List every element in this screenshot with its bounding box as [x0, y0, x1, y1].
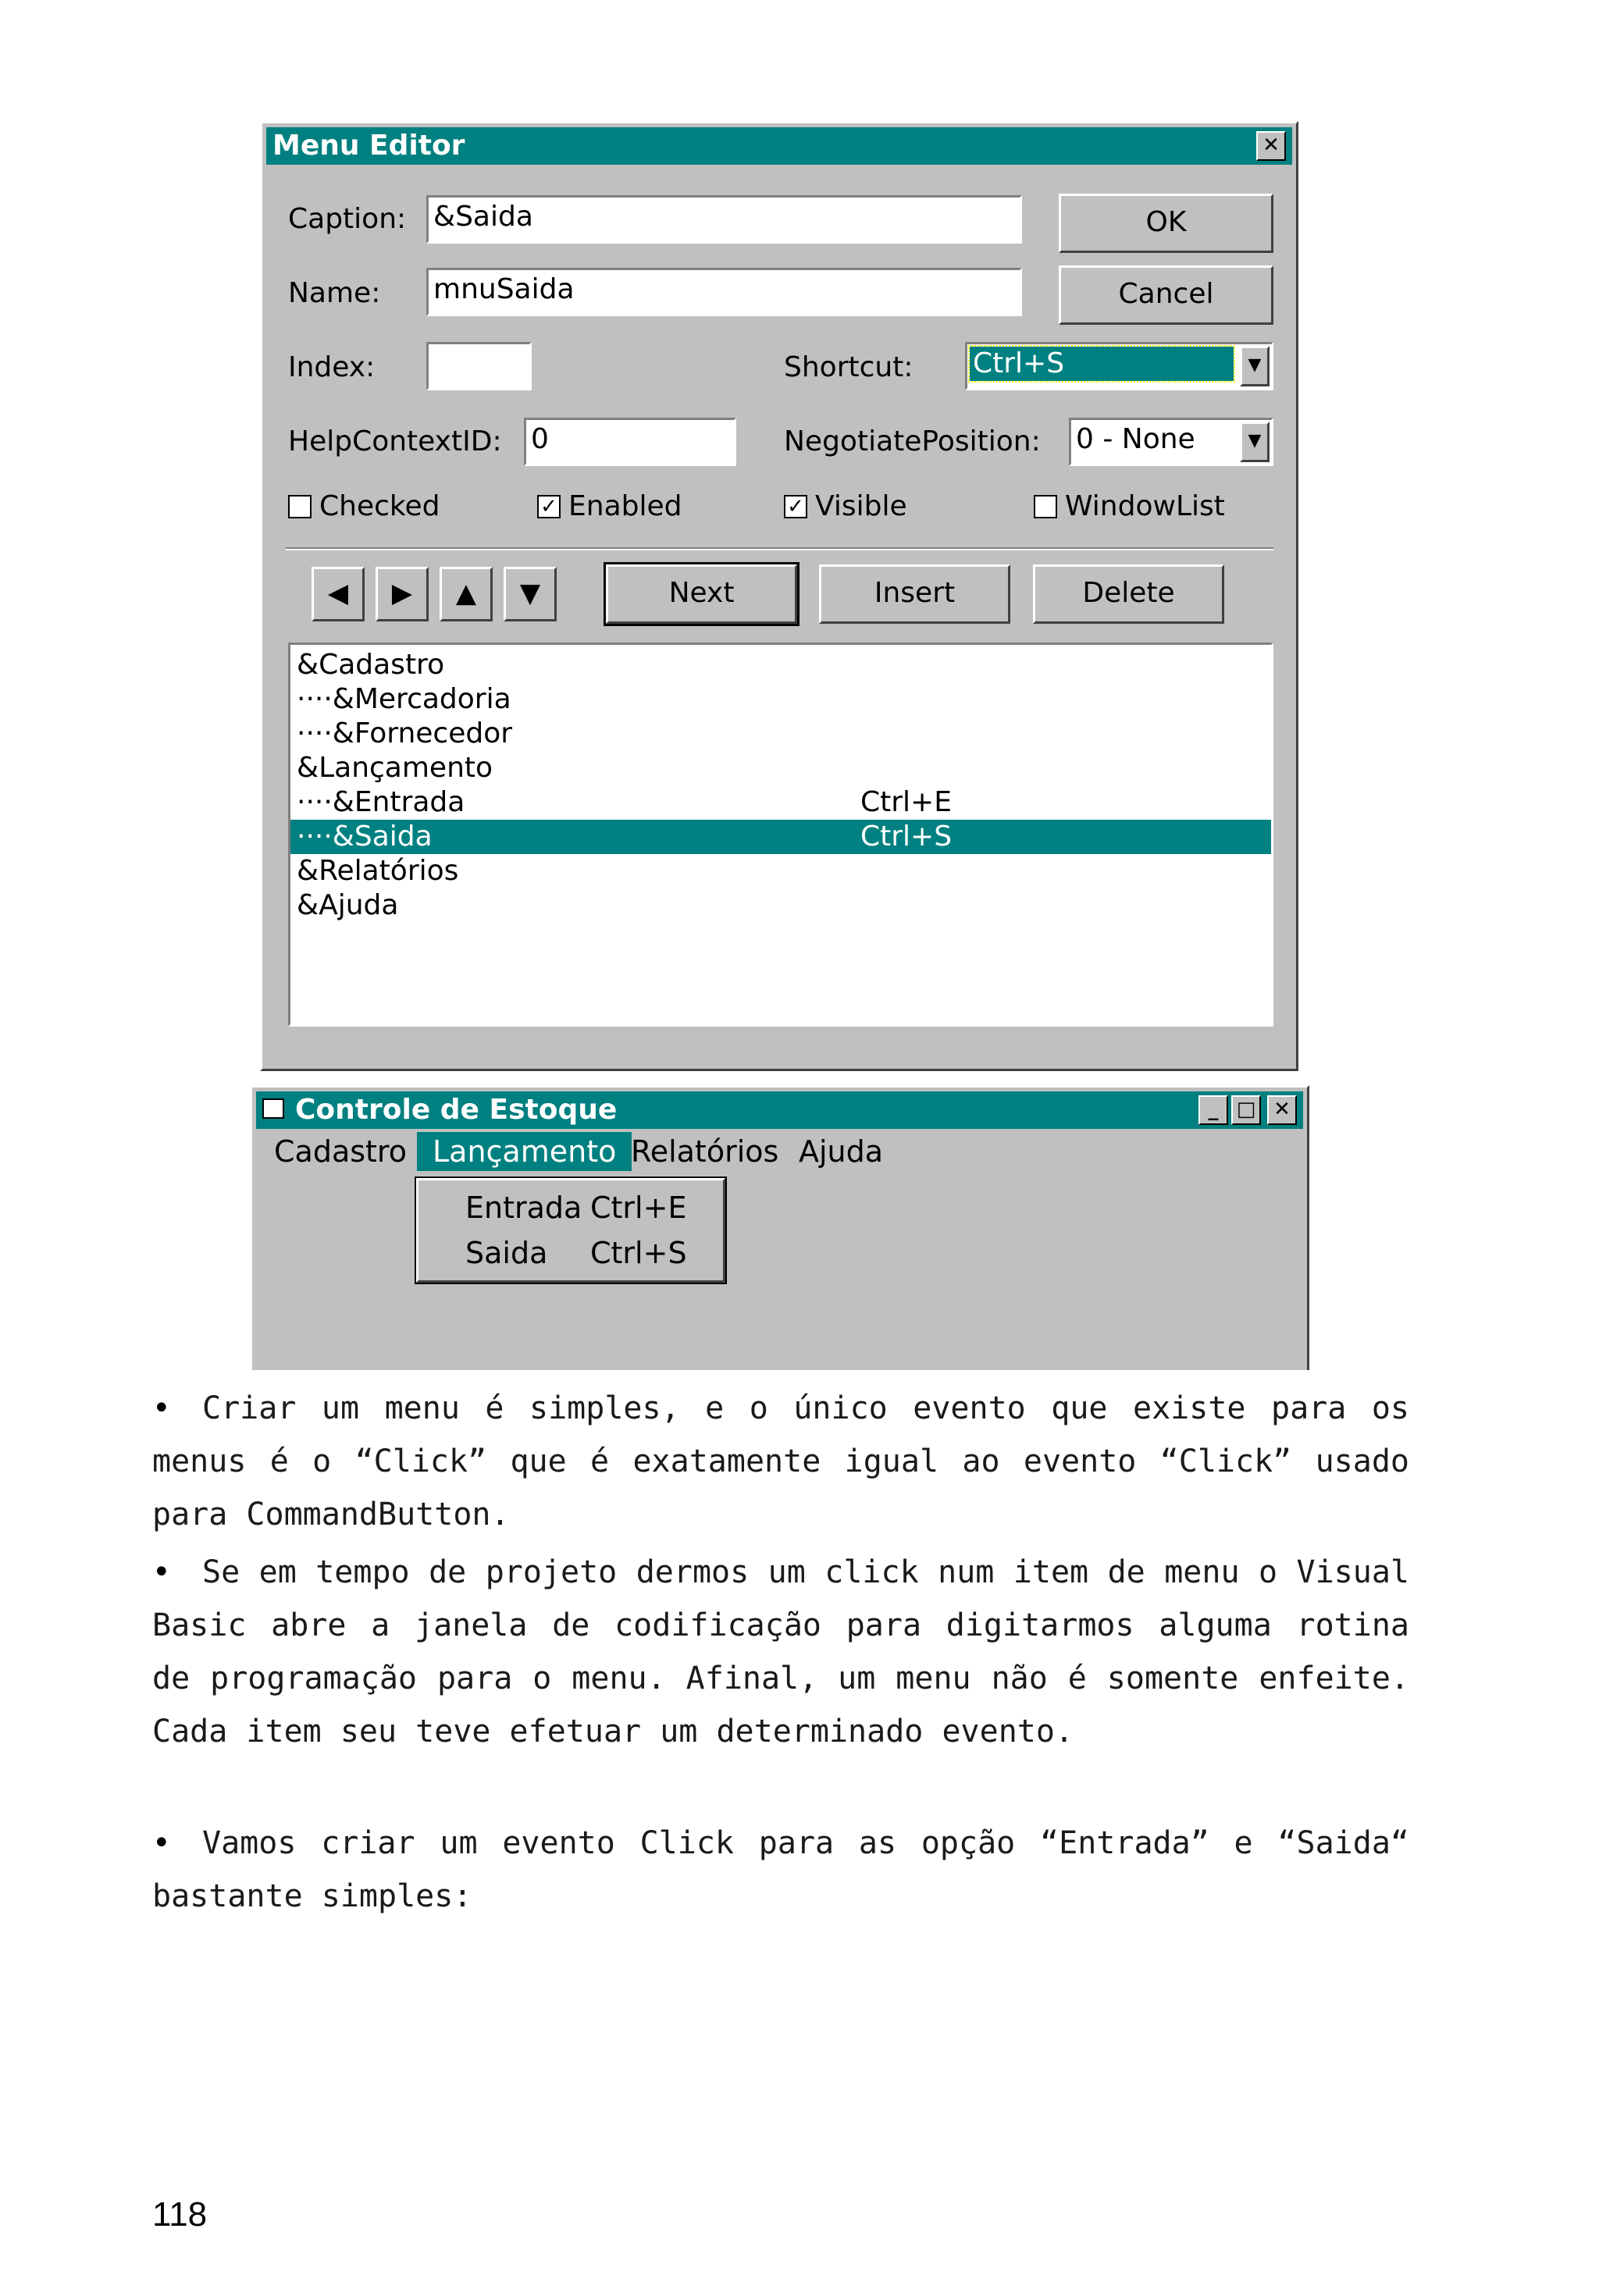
- close-icon[interactable]: ✕: [1256, 131, 1286, 161]
- minimize-icon[interactable]: _: [1198, 1095, 1228, 1125]
- menu-list-row[interactable]: [290, 854, 1271, 888]
- menu-relatorios[interactable]: Relatórios: [631, 1134, 779, 1169]
- chevron-down-icon[interactable]: ▼: [1240, 346, 1270, 386]
- menu-list-shortcut: Ctrl+E: [860, 786, 952, 818]
- index-label: Index:: [288, 351, 376, 383]
- dropdown-item-label: Entrada: [465, 1191, 582, 1225]
- next-button-label: Next: [668, 577, 735, 609]
- menu-listbox[interactable]: [288, 643, 1273, 1027]
- menu-list-row[interactable]: [290, 682, 1271, 717]
- negotiate-select[interactable]: [1069, 418, 1273, 466]
- app-titlebar: [256, 1091, 1303, 1129]
- next-button[interactable]: [606, 564, 797, 624]
- arrow-up-button[interactable]: [440, 567, 493, 621]
- name-input[interactable]: mnuSaida: [426, 268, 1022, 316]
- bullet-2: •: [152, 1554, 171, 1590]
- menu-list-caption: &Cadastro: [297, 649, 445, 681]
- menubar: [256, 1130, 1303, 1173]
- menu-list-row[interactable]: [290, 888, 1271, 923]
- paragraph-2: Se em tempo de projeto dermos um click num item de menu o Visual Basic abre a janela de codificação para digitarmos alguma rotina de programação para o menu. Afinal, um menu não é somente enfeite. Cada item seu teve efetuar um determinado evento.: [152, 1554, 1409, 1750]
- cancel-button[interactable]: [1059, 265, 1273, 325]
- arrow-down-button[interactable]: [504, 567, 557, 621]
- close-icon[interactable]: ✕: [1267, 1095, 1297, 1125]
- shortcut-value: Ctrl+S: [970, 347, 1234, 381]
- chevron-down-icon[interactable]: ▼: [1240, 422, 1270, 462]
- menu-list-caption: ····&Fornecedor: [297, 717, 513, 749]
- menu-list-row[interactable]: [290, 751, 1271, 785]
- checkbox-box: [288, 495, 312, 518]
- menu-list-caption: ····&Entrada: [297, 786, 465, 818]
- insert-button-label: Insert: [874, 577, 956, 609]
- menu-list-row[interactable]: [290, 648, 1271, 682]
- menu-editor-title: Menu Editor: [272, 130, 465, 162]
- dropdown-menu: [416, 1178, 725, 1283]
- app-title: Controle de Estoque: [295, 1094, 618, 1126]
- index-input[interactable]: [426, 342, 532, 390]
- menu-list-shortcut: Ctrl+S: [860, 821, 953, 853]
- checkbox-box: [1034, 495, 1057, 518]
- helpcontext-label: HelpContextID:: [288, 425, 502, 457]
- menu-list-rows: [290, 645, 1271, 1024]
- menu-list-row[interactable]: [290, 820, 1271, 854]
- bullet-1: •: [152, 1390, 171, 1426]
- menu-list-caption: &Relatórios: [297, 855, 459, 887]
- menu-lancamento[interactable]: Lançamento: [417, 1132, 632, 1171]
- menu-editor-window: [260, 121, 1298, 1071]
- check-icon: ✓: [537, 495, 561, 518]
- shortcut-select[interactable]: [965, 342, 1273, 390]
- checkbox-label: Checked: [319, 490, 440, 522]
- menu-cadastro[interactable]: Cadastro: [274, 1134, 407, 1169]
- ok-button-label: OK: [1145, 206, 1187, 238]
- dropdown-item-entrada[interactable]: [418, 1187, 723, 1229]
- menu-list-caption: &Lançamento: [297, 752, 493, 784]
- menu-list-row[interactable]: [290, 717, 1271, 751]
- negotiate-value: 0 - None: [1076, 423, 1195, 455]
- delete-button-label: Delete: [1082, 577, 1175, 609]
- arrow-left-button[interactable]: [312, 567, 365, 621]
- app-window-icon: [262, 1098, 284, 1119]
- ok-button[interactable]: [1059, 194, 1273, 253]
- divider: [286, 547, 1273, 550]
- dropdown-item-saida[interactable]: [418, 1232, 723, 1274]
- name-label: Name:: [288, 277, 381, 309]
- menu-list-row[interactable]: [290, 785, 1271, 820]
- caption-input[interactable]: &Saida: [426, 195, 1022, 244]
- dropdown-item-label: Saida: [465, 1236, 548, 1270]
- page-number: 118: [152, 2195, 208, 2234]
- arrow-down-icon: ▼: [519, 578, 541, 609]
- checkbox-label: WindowList: [1065, 490, 1225, 522]
- app-window: [250, 1085, 1309, 1370]
- dropdown-item-shortcut: Ctrl+S: [590, 1236, 687, 1270]
- menu-ajuda[interactable]: Ajuda: [799, 1134, 884, 1169]
- caption-label: Caption:: [288, 203, 407, 235]
- paragraph-3: Vamos criar um evento Click para as opção “Entrada” e “Saida“ bastante simples:: [152, 1825, 1409, 1914]
- insert-button[interactable]: [819, 564, 1010, 624]
- menu-editor-titlebar: [266, 127, 1292, 165]
- arrow-up-icon: ▲: [455, 578, 477, 609]
- check-icon: ✓: [784, 495, 807, 518]
- dropdown-item-shortcut: Ctrl+E: [590, 1191, 687, 1225]
- shortcut-label: Shortcut:: [784, 351, 913, 383]
- menu-list-caption: &Ajuda: [297, 889, 399, 921]
- arrow-right-icon: ▶: [391, 578, 413, 609]
- delete-button[interactable]: [1033, 564, 1224, 624]
- arrow-left-icon: ◀: [327, 578, 349, 609]
- negotiate-label: NegotiatePosition:: [784, 425, 1041, 457]
- arrow-right-button[interactable]: [376, 567, 429, 621]
- bullet-3: •: [152, 1825, 171, 1861]
- helpcontext-input[interactable]: 0: [524, 418, 736, 466]
- checkbox-label: Visible: [815, 490, 907, 522]
- menu-list-caption: ····&Saida: [297, 821, 433, 853]
- menu-list-caption: ····&Mercadoria: [297, 683, 511, 715]
- maximize-icon[interactable]: □: [1231, 1095, 1261, 1125]
- paragraph-1: Criar um menu é simples, e o único evento que existe para os menus é o “Click” que é exatamente igual ao evento “Click” usado para CommandButton.: [152, 1390, 1409, 1532]
- cancel-button-label: Cancel: [1118, 278, 1214, 310]
- checkbox-label: Enabled: [568, 490, 682, 522]
